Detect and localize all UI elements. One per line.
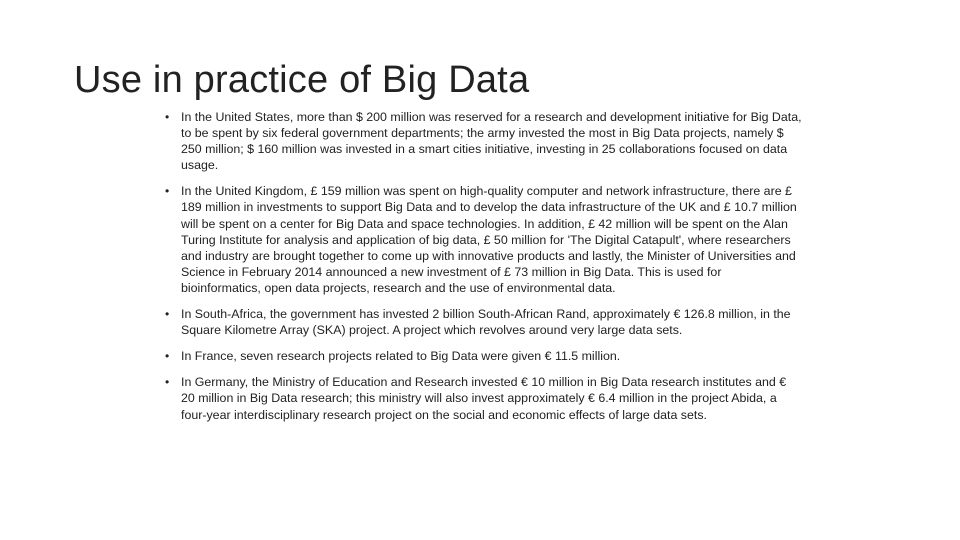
bullet-item-united-kingdom	[163, 183, 803, 296]
bullet-text: In South-Africa, the government has invested 2 billion South-African Rand, approximately € 126.8 million, in the Square Kilometre Array (SKA) project. A project which revolves around very large data sets.	[181, 307, 791, 338]
bullet-dot-icon: •	[165, 375, 170, 390]
bullet-item-france	[163, 348, 803, 364]
bullet-item-south-africa	[163, 306, 803, 338]
bullet-dot-icon: •	[165, 110, 170, 124]
bullet-text: In Germany, the Ministry of Education and Research invested € 10 million in Big Data research institutes and € 20 million in Big Data research; this ministry will also invest approximately € 6.4 million in the project Abida, a four-year interdisciplinary research project on the social and economic effects of large data sets.	[181, 375, 787, 422]
bullet-dot-icon: •	[165, 349, 170, 364]
bullet-dot-icon: •	[165, 307, 170, 322]
bullet-text: In the United Kingdom, £ 159 million was spent on high-quality computer and network infrastructure, there are £ 189 million in investments to support Big Data and to develop the data infrastructure of the UK and £ 10.7 million will be spent on a center for Big Data and space technologies. In addition, £ 42 million will be spent on the Alan Turing Institute for analysis and application of big data, £ 50 million for 'The Digital Catapult', where researchers and industry are brought together to come up with innovative products and lastly, the Minister of Universities and Science in February 2014 announced a new investment of £ 73 million in Big Data. This is used for bioinformatics, open data projects, research and the use of environmental data.	[181, 184, 797, 295]
bullet-item-germany	[163, 374, 803, 422]
bullet-list	[163, 109, 803, 433]
bullet-dot-icon: •	[165, 184, 170, 199]
slide-title: Use in practice of Big Data	[74, 59, 530, 101]
bullet-text: In the United States, more than $ 200 million was reserved for a research and development initiative for Big Data, to be spent by six federal government departments; the army invested the most in Big Data projects, namely $ 250 million; $ 160 million was invested in a smart cities initiative, investing in 25 collaborations focused on data usage.	[181, 110, 802, 173]
bullet-item-united-states	[163, 109, 803, 173]
bullet-text: In France, seven research projects related to Big Data were given € 11.5 million.	[181, 349, 621, 364]
